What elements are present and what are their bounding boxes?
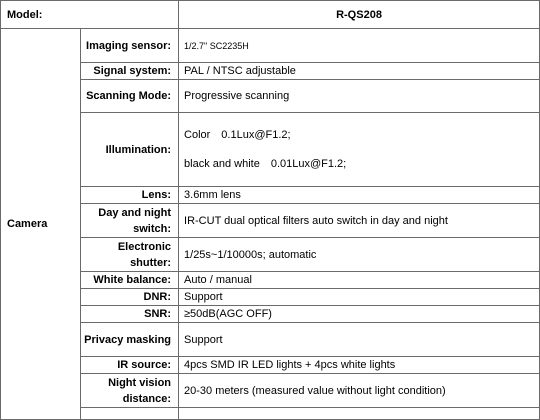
ir-source-value: 4pcs SMD IR LED lights + 4pcs white lights <box>179 357 540 374</box>
dnr-label: DNR: <box>81 289 179 306</box>
imaging-sensor-value: 1/2.7" SC2235H <box>179 29 540 63</box>
table-row-white-balance <box>1 272 540 289</box>
continuation-value-cell <box>179 408 540 420</box>
lens-value: 3.6mm lens <box>179 187 540 204</box>
table-row-day-night-switch <box>1 204 540 238</box>
white-balance-label: White balance: <box>81 272 179 289</box>
scanning-mode-label: Scanning Mode: <box>81 80 179 113</box>
table-row-ir-source <box>1 357 540 374</box>
imaging-sensor-label: Imaging sensor: <box>81 29 179 63</box>
scanning-mode-value: Progressive scanning <box>179 80 540 113</box>
illumination-value <box>179 113 540 187</box>
table-row-illumination <box>1 113 540 187</box>
category-camera: Camera <box>1 29 81 420</box>
table-row-lens <box>1 187 540 204</box>
signal-system-label: Signal system: <box>81 63 179 80</box>
table-row-scanning-mode <box>1 80 540 113</box>
table-row-continuation <box>1 408 540 420</box>
lens-label: Lens: <box>81 187 179 204</box>
signal-system-value: PAL / NTSC adjustable <box>179 63 540 80</box>
table-row-model <box>1 1 540 29</box>
white-balance-value: Auto / manual <box>179 272 540 289</box>
night-vision-label: Night vision distance: <box>81 374 179 408</box>
model-value: R-QS208 <box>179 1 540 29</box>
electronic-shutter-label: Electronic shutter: <box>81 238 179 272</box>
table-row-electronic-shutter <box>1 238 540 272</box>
model-label: Model: <box>1 1 179 29</box>
privacy-masking-label: Privacy masking <box>81 323 179 357</box>
day-night-switch-value: IR-CUT dual optical filters auto switch in day and night <box>179 204 540 238</box>
table-row-night-vision <box>1 374 540 408</box>
snr-value: ≥50dB(AGC OFF) <box>179 306 540 323</box>
table-row-imaging-sensor <box>1 29 540 63</box>
table-row-dnr <box>1 289 540 306</box>
table-row-privacy-masking <box>1 323 540 357</box>
night-vision-value: 20-30 meters (measured value without light condition) <box>179 374 540 408</box>
illumination-bw-value: black and white 0.01Lux@F1.2; <box>184 158 347 170</box>
illumination-label: Illumination: <box>81 113 179 187</box>
electronic-shutter-value: 1/25s~1/10000s; automatic <box>179 238 540 272</box>
day-night-switch-label: Day and night switch: <box>81 204 179 238</box>
table-row-signal-system <box>1 63 540 80</box>
illumination-spacer <box>184 142 536 157</box>
continuation-label-cell <box>81 408 179 420</box>
dnr-value: Support <box>179 289 540 306</box>
illumination-color-value: Color 0.1Lux@F1.2; <box>184 129 291 141</box>
snr-label: SNR: <box>81 306 179 323</box>
table-row-snr <box>1 306 540 323</box>
privacy-masking-value: Support <box>179 323 540 357</box>
ir-source-label: IR source: <box>81 357 179 374</box>
